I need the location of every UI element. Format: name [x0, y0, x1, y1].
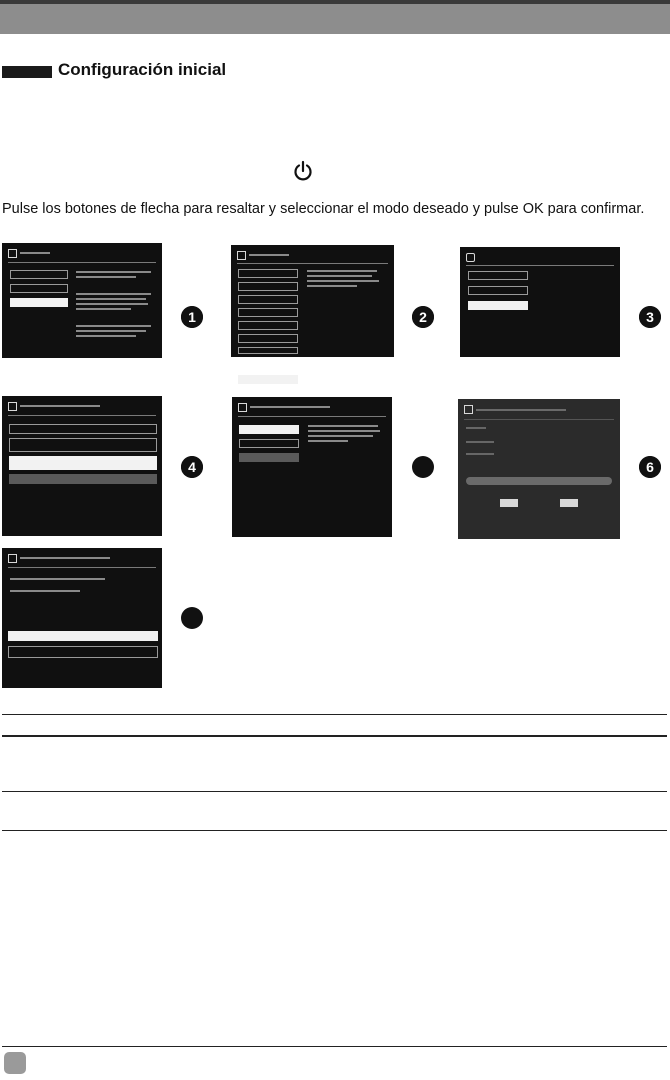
- step-4-badge: [181, 456, 203, 478]
- section-title: Configuración inicial: [58, 60, 227, 79]
- intro-paragraph: Pulse los botones de flecha para resaltar y seleccionar el modo deseado y pulse OK para confirmar.: [2, 201, 645, 217]
- section-marker: [2, 66, 52, 78]
- screenshot-step-6: [458, 399, 620, 539]
- step-7-badge: [181, 607, 203, 629]
- divider-1: [2, 714, 667, 715]
- divider-3: [2, 791, 667, 792]
- step-6-badge: [639, 456, 661, 478]
- step-3-badge: [639, 306, 661, 328]
- screenshot-step-3: [460, 247, 620, 357]
- svg-text:4: 4: [188, 459, 196, 475]
- divider-4: [2, 830, 667, 831]
- step-2-selected-option: [238, 375, 298, 384]
- screenshot-step-1: [2, 243, 162, 358]
- screenshot-step-7: [2, 548, 162, 688]
- screenshot-step-2: [231, 245, 394, 357]
- screenshot-step-5: [232, 397, 392, 537]
- power-icon: [292, 160, 314, 182]
- svg-text:1: 1: [188, 309, 196, 325]
- top-banner-edge: [0, 0, 670, 4]
- svg-text:2: 2: [419, 309, 427, 325]
- step-2-badge: [412, 306, 434, 328]
- step-5-badge: [412, 456, 434, 478]
- screenshot-step-4: [2, 396, 162, 536]
- svg-text:3: 3: [646, 309, 654, 325]
- svg-text:6: 6: [646, 459, 654, 475]
- divider-2: [2, 735, 667, 737]
- footer-divider: [2, 1046, 667, 1047]
- page-number-square: [4, 1052, 26, 1074]
- step-1-badge: [181, 306, 203, 328]
- top-banner: [0, 0, 670, 34]
